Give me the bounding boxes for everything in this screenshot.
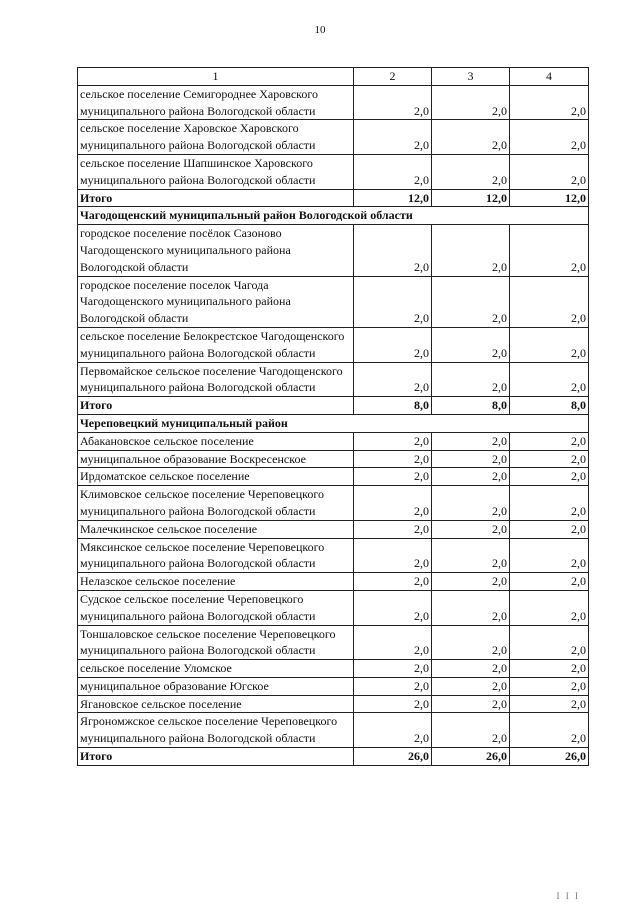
value-cell: 2,0 xyxy=(510,450,589,468)
value-cell: 2,0 xyxy=(354,468,432,486)
value-cell: 8,0 xyxy=(510,397,589,415)
settlement-name: Мяксинское сельское поселение Череповецкого муниципального района Вологодской области xyxy=(78,538,354,573)
total-label: Итого xyxy=(78,748,354,766)
value-cell: 2,0 xyxy=(354,695,432,713)
total-row xyxy=(78,189,589,207)
settlement-name: сельское поселение Харовское Харовского муниципального района Вологодской области xyxy=(78,120,354,155)
value-cell: 12,0 xyxy=(432,189,510,207)
section-title: Череповецкий муниципальный район xyxy=(78,414,589,432)
value-cell: 2,0 xyxy=(432,154,510,189)
value-cell: 2,0 xyxy=(354,85,432,120)
table-row xyxy=(78,538,589,573)
table-row xyxy=(78,154,589,189)
table-row xyxy=(78,625,589,660)
value-cell: 2,0 xyxy=(510,625,589,660)
settlement-name: сельское поселение Уломское xyxy=(78,660,354,678)
table-row xyxy=(78,362,589,397)
settlement-name: городское поселение поселок Чагода Чагодощенского муниципального района Вологодской области xyxy=(78,276,354,327)
table-row xyxy=(78,225,589,276)
value-cell: 2,0 xyxy=(510,695,589,713)
settlement-name: Малечкинское сельское поселение xyxy=(78,520,354,538)
settlement-name: Первомайское сельское поселение Чагодощенского муниципального района Вологодской области xyxy=(78,362,354,397)
table-header-row xyxy=(78,68,589,86)
value-cell: 2,0 xyxy=(432,573,510,591)
value-cell: 2,0 xyxy=(510,520,589,538)
value-cell: 2,0 xyxy=(432,276,510,327)
table-row xyxy=(78,713,589,748)
value-cell: 2,0 xyxy=(354,677,432,695)
value-cell: 2,0 xyxy=(432,85,510,120)
total-row xyxy=(78,397,589,415)
value-cell: 2,0 xyxy=(510,573,589,591)
section-row xyxy=(78,207,589,225)
settlement-name: Тоншаловское сельское поселение Череповецкого муниципального района Вологодской области xyxy=(78,625,354,660)
table-row xyxy=(78,695,589,713)
column-header: 4 xyxy=(510,68,589,86)
value-cell: 12,0 xyxy=(510,189,589,207)
table-row xyxy=(78,85,589,120)
table-body xyxy=(78,68,589,766)
table-row xyxy=(78,450,589,468)
table-row xyxy=(78,276,589,327)
value-cell: 2,0 xyxy=(432,468,510,486)
value-cell: 2,0 xyxy=(432,450,510,468)
settlement-name: сельское поселение Семигороднее Харовского муниципального района Вологодской области xyxy=(78,85,354,120)
value-cell: 2,0 xyxy=(510,677,589,695)
value-cell: 2,0 xyxy=(354,660,432,678)
value-cell: 2,0 xyxy=(432,625,510,660)
settlement-name: Ягановское сельское поселение xyxy=(78,695,354,713)
table-row xyxy=(78,590,589,625)
value-cell: 2,0 xyxy=(432,677,510,695)
value-cell: 2,0 xyxy=(354,573,432,591)
settlement-name: Нелазское сельское поселение xyxy=(78,573,354,591)
value-cell: 2,0 xyxy=(432,713,510,748)
value-cell: 2,0 xyxy=(510,432,589,450)
table-row xyxy=(78,660,589,678)
column-header: 2 xyxy=(354,68,432,86)
settlement-name: Абакановское сельское поселение xyxy=(78,432,354,450)
table-row xyxy=(78,520,589,538)
value-cell: 2,0 xyxy=(432,695,510,713)
value-cell: 2,0 xyxy=(432,590,510,625)
table-row xyxy=(78,486,589,521)
value-cell: 2,0 xyxy=(432,327,510,362)
table-row xyxy=(78,573,589,591)
settlement-name: Ягрономжское сельское поселение Череповецкого муниципального района Вологодской области xyxy=(78,713,354,748)
value-cell: 2,0 xyxy=(354,432,432,450)
value-cell: 2,0 xyxy=(510,154,589,189)
settlement-name: Ирдоматское сельское поселение xyxy=(78,468,354,486)
value-cell: 2,0 xyxy=(510,590,589,625)
value-cell: 2,0 xyxy=(354,590,432,625)
value-cell: 26,0 xyxy=(432,748,510,766)
value-cell: 2,0 xyxy=(432,225,510,276)
value-cell: 2,0 xyxy=(510,225,589,276)
value-cell: 2,0 xyxy=(354,120,432,155)
settlement-name: сельское поселение Белокрестское Чагодощенского муниципального района Вологодской области xyxy=(78,327,354,362)
value-cell: 2,0 xyxy=(354,450,432,468)
table-row xyxy=(78,468,589,486)
value-cell: 2,0 xyxy=(354,625,432,660)
value-cell: 26,0 xyxy=(354,748,432,766)
value-cell: 2,0 xyxy=(510,85,589,120)
value-cell: 2,0 xyxy=(354,520,432,538)
value-cell: 2,0 xyxy=(510,362,589,397)
value-cell: 2,0 xyxy=(432,432,510,450)
value-cell: 2,0 xyxy=(354,276,432,327)
settlement-name: Судское сельское поселение Череповецкого муниципального района Вологодской области xyxy=(78,590,354,625)
section-title: Чагодощенский муниципальный район Вологодской области xyxy=(78,207,589,225)
value-cell: 2,0 xyxy=(432,660,510,678)
settlement-name: муниципальное образование Воскресенское xyxy=(78,450,354,468)
value-cell: 2,0 xyxy=(354,538,432,573)
value-cell: 2,0 xyxy=(510,713,589,748)
value-cell: 2,0 xyxy=(510,276,589,327)
settlement-name: муниципальное образование Югское xyxy=(78,677,354,695)
value-cell: 26,0 xyxy=(510,748,589,766)
value-cell: 2,0 xyxy=(354,154,432,189)
value-cell: 8,0 xyxy=(354,397,432,415)
value-cell: 2,0 xyxy=(432,362,510,397)
value-cell: 2,0 xyxy=(354,327,432,362)
value-cell: 2,0 xyxy=(510,120,589,155)
value-cell: 2,0 xyxy=(354,362,432,397)
settlement-name: Климовское сельское поселение Череповецкого муниципального района Вологодской области xyxy=(78,486,354,521)
table-row xyxy=(78,327,589,362)
allocation-table xyxy=(77,67,589,766)
value-cell: 2,0 xyxy=(510,468,589,486)
value-cell: 2,0 xyxy=(510,538,589,573)
value-cell: 2,0 xyxy=(432,120,510,155)
total-label: Итого xyxy=(78,397,354,415)
settlement-name: сельское поселение Шапшинское Харовского муниципального района Вологодской области xyxy=(78,154,354,189)
column-header: 1 xyxy=(78,68,354,86)
table-row xyxy=(78,120,589,155)
page-number: 10 xyxy=(314,24,326,36)
value-cell: 2,0 xyxy=(432,538,510,573)
settlement-name: городское поселение посёлок Сазоново Чагодощенского муниципального района Вологодской области xyxy=(78,225,354,276)
value-cell: 2,0 xyxy=(432,486,510,521)
value-cell: 8,0 xyxy=(432,397,510,415)
value-cell: 12,0 xyxy=(354,189,432,207)
value-cell: 2,0 xyxy=(354,486,432,521)
total-label: Итого xyxy=(78,189,354,207)
value-cell: 2,0 xyxy=(510,486,589,521)
footer-mark: I I I xyxy=(556,891,580,901)
value-cell: 2,0 xyxy=(510,327,589,362)
value-cell: 2,0 xyxy=(354,713,432,748)
column-header: 3 xyxy=(432,68,510,86)
value-cell: 2,0 xyxy=(432,520,510,538)
table-row xyxy=(78,432,589,450)
value-cell: 2,0 xyxy=(510,660,589,678)
section-row xyxy=(78,414,589,432)
total-row xyxy=(78,748,589,766)
table-row xyxy=(78,677,589,695)
value-cell: 2,0 xyxy=(354,225,432,276)
